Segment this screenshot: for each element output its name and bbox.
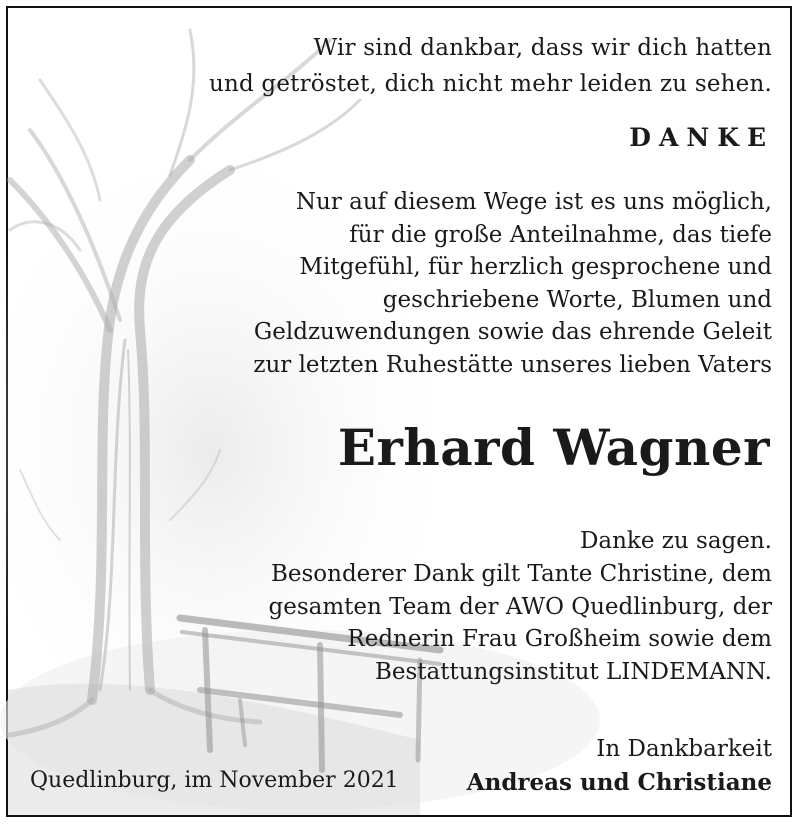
thanks-line: Geldzuwendungen sowie das ehrende Geleit: [253, 319, 772, 345]
thanks-line: Mitgefühl, für herzlich gesprochene und: [299, 254, 772, 280]
deceased-name: Erhard Wagner: [337, 418, 770, 477]
special-thanks-line: Danke zu sagen.: [579, 528, 772, 554]
thanks-line: zur letzten Ruhestätte unseres lieben Vaters: [253, 351, 772, 378]
thanks-line: für die große Anteilnahme, das tiefe: [349, 221, 772, 248]
special-thanks-line: Besonderer Dank gilt Tante Christine, dem: [270, 560, 772, 587]
special-thanks-line: Rednerin Frau Großheim sowie dem: [347, 626, 772, 653]
special-thanks-line: Bestattungsinstitut LINDEMANN.: [374, 659, 772, 686]
intro-line: Wir sind dankbar, dass wir dich hatten: [313, 35, 772, 61]
intro-line: und getröstet, dich nicht mehr leiden zu sehen.: [208, 71, 772, 97]
thanks-text: [253, 186, 772, 381]
thanks-line: geschriebene Worte, Blumen und: [382, 286, 772, 313]
signatory-names: Andreas und Christiane: [466, 769, 772, 796]
closing-phrase: In Dankbarkeit: [596, 736, 772, 762]
signoff: [467, 732, 772, 800]
special-thanks-text: [269, 525, 773, 689]
intro-verse: [209, 30, 772, 102]
special-thanks-line: gesamten Team der AWO Quedlinburg, der: [268, 593, 772, 620]
thanks-line: Nur auf diesem Wege ist es uns möglich,: [295, 189, 772, 215]
thanks-heading: DANKE: [629, 123, 774, 152]
place-and-date: Quedlinburg, im November 2021: [30, 768, 399, 793]
